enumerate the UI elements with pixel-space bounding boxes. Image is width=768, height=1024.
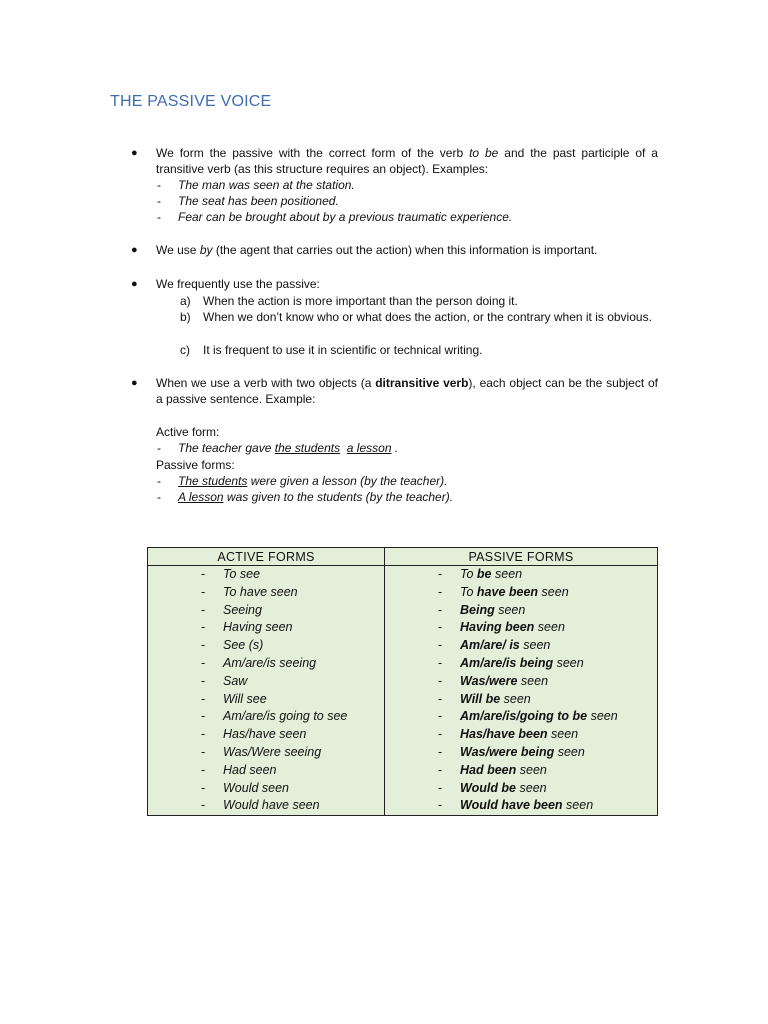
active-form-cell: - Seeing: [148, 602, 385, 620]
active-form-cell: - Would seen: [148, 780, 385, 798]
table-row: [148, 691, 658, 709]
active-form-cell: - Having seen: [148, 619, 385, 637]
active-form-cell: - Am/are/is seeing: [148, 655, 385, 673]
table-row: [148, 566, 658, 584]
passive-form-cell: - Being seen: [385, 602, 658, 620]
passive-form-cell: - Had been seen: [385, 762, 658, 780]
table-row: [148, 762, 658, 780]
passive-form-cell: - Am/are/is/going to be seen: [385, 708, 658, 726]
passive-form-cell: - Was/were being seen: [385, 744, 658, 762]
bullet-text: We form the passive with the correct form of the verb to be and the past participle of a transitive verb (as this structure requires an object). Examples:: [156, 146, 658, 176]
active-form-cell: - To have seen: [148, 584, 385, 602]
passive-forms-header: PASSIVE FORMS: [385, 548, 658, 566]
table-row: [148, 655, 658, 673]
bullet-icon: ●: [131, 377, 138, 389]
active-form-cell: - Saw: [148, 673, 385, 691]
table-row: [148, 726, 658, 744]
forms-table: [147, 547, 658, 816]
passive-form-cell: - Having been seen: [385, 619, 658, 637]
passive-form-cell: - To be seen: [385, 566, 658, 584]
bullet-icon: ●: [131, 147, 138, 159]
page-title: THE PASSIVE VOICE: [110, 93, 272, 110]
active-form-cell: - To see: [148, 566, 385, 584]
bullet-icon: ●: [131, 244, 138, 256]
passive-form-cell: - Would be seen: [385, 780, 658, 798]
active-form-cell: - Has/have seen: [148, 726, 385, 744]
active-form-cell: - See (s): [148, 637, 385, 655]
table-row: [148, 780, 658, 798]
passive-form-cell: - Would have been seen: [385, 797, 658, 815]
passive-form-cell: - Was/were seen: [385, 673, 658, 691]
active-form-cell: - Had seen: [148, 762, 385, 780]
passive-form-cell: - To have been seen: [385, 584, 658, 602]
bullet-text: We use by (the agent that carries out the action) when this information is important.: [156, 243, 598, 257]
table-row: [148, 673, 658, 691]
passive-form-cell: - Am/are/is being seen: [385, 655, 658, 673]
table-row: [148, 708, 658, 726]
bullet-text: When we use a verb with two objects (a ditransitive verb), each object can be the subject of a passive sentence. Example:: [156, 376, 659, 406]
table-row: [148, 637, 658, 655]
bullet-icon: ●: [131, 278, 138, 290]
bullet-text: We frequently use the passive:: [156, 277, 320, 291]
active-form-cell: - Would have seen: [148, 797, 385, 815]
table-row: [148, 797, 658, 815]
passive-form-cell: - Has/have been seen: [385, 726, 658, 744]
passive-form-cell: - Am/are/ is seen: [385, 637, 658, 655]
active-form-cell: - Will see: [148, 691, 385, 709]
table-row: [148, 619, 658, 637]
passive-form-cell: - Will be seen: [385, 691, 658, 709]
active-form-cell: - Was/Were seeing: [148, 744, 385, 762]
table-header-row: [148, 548, 658, 566]
table-row: [148, 602, 658, 620]
active-forms-header: ACTIVE FORMS: [148, 548, 385, 566]
table-row: [148, 584, 658, 602]
active-form-cell: - Am/are/is going to see: [148, 708, 385, 726]
table-row: [148, 744, 658, 762]
